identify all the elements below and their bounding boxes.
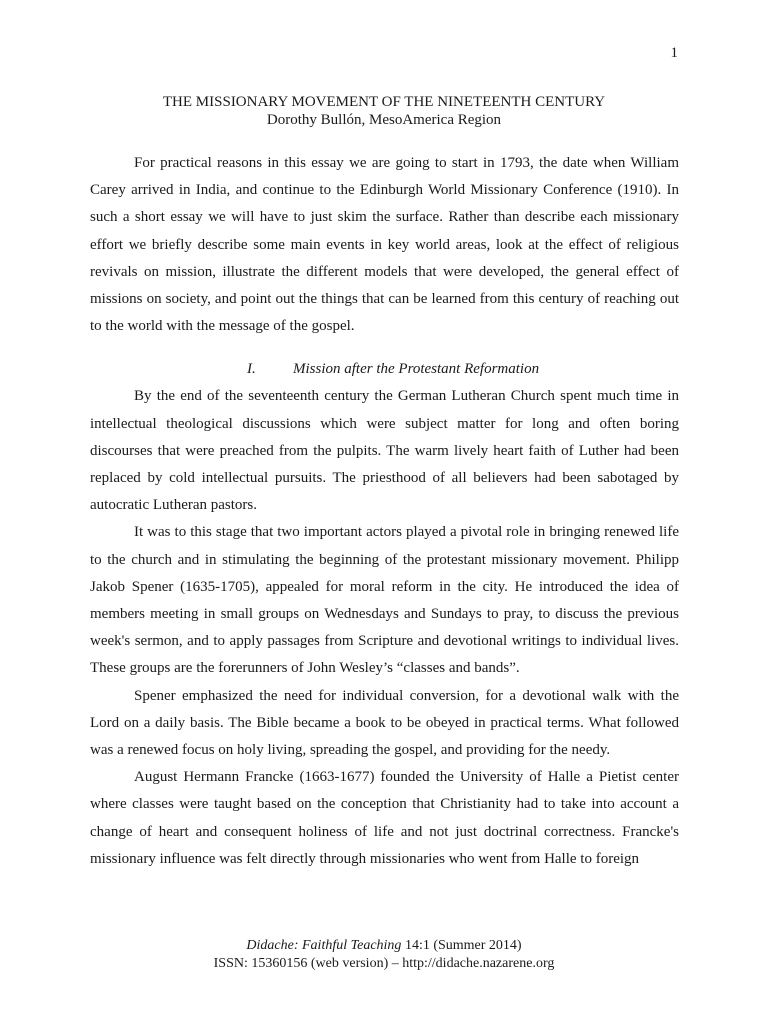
page-number: 1 <box>670 45 678 61</box>
body-paragraph: By the end of the seventeenth century the German Lutheran Church spent much time in intellectual theological discussions which were subject matter for long and often boring discourses that were preached from the pulpits. The warm lively heart faith of Luther had been replaced by cold intellectual pursuits. The priesthood of all believers had been sabotaged by autocratic Lutheran pastors. <box>90 388 679 514</box>
document-title: THE MISSIONARY MOVEMENT OF THE NINETEENTH CENTURY <box>162 94 606 110</box>
section-number: I. <box>247 361 256 378</box>
journal-name: Didache: Faithful Teaching <box>246 938 402 953</box>
section-title: Mission after the Protestant Reformation <box>293 361 540 378</box>
journal-issue: 14:1 (Summer 2014) <box>401 938 522 953</box>
footer-citation <box>0 937 768 955</box>
section-heading <box>90 356 679 383</box>
body-paragraph: Spener emphasized the need for individual conversion, for a devotional walk with the Lord on a daily basis. The Bible became a book to be obeyed in practical terms. What followed was a renewed focus on holy living, spreading the gospel, and providing for the needy. <box>90 687 679 759</box>
footer <box>0 937 768 973</box>
intro-paragraph: For practical reasons in this essay we are going to start in 1793, the date when William Carey arrived in India, and continue to the Edinburgh World Missionary Conference (1910). In such a short essay we will have to just skim the surface. Rather than describe each missionary effort we briefly describe some main events in key world areas, look at the effect of religious revivals on mission, illustrate the different models that were developed, the general effect of missions on society, and point out the things that can be learned from this century of reaching out to the world with the message of the gospel. <box>90 155 679 335</box>
body-text <box>90 150 679 873</box>
issn-line: ISSN: 15360156 (web version) – http://didache.nazarene.org <box>213 956 555 971</box>
body-paragraph: August Hermann Francke (1663-1677) founded the University of Halle a Pietist center where classes were taught based on the conception that Christianity had to take into account a change of heart and consequent holiness of life and not just doctrinal correctness. Francke's missionary influence was felt directly through missionaries who went from Halle to foreign <box>90 769 679 867</box>
author-line: Dorothy Bullón, MesoAmerica Region <box>266 112 502 128</box>
body-paragraph: It was to this stage that two important actors played a pivotal role in bringing renewed life to the church and in stimulating the beginning of the protestant missionary movement. Philipp Jakob Spener (1635-1705), appealed for moral reform in the city. He introduced the idea of members meeting in small groups on Wednesdays and Sundays to pray, to discuss the previous week's sermon, and to apply passages from Scripture and devotional writings to individual lives. These groups are the forerunners of John Wesley’s “classes and bands”. <box>90 524 679 677</box>
title-block <box>0 93 768 129</box>
